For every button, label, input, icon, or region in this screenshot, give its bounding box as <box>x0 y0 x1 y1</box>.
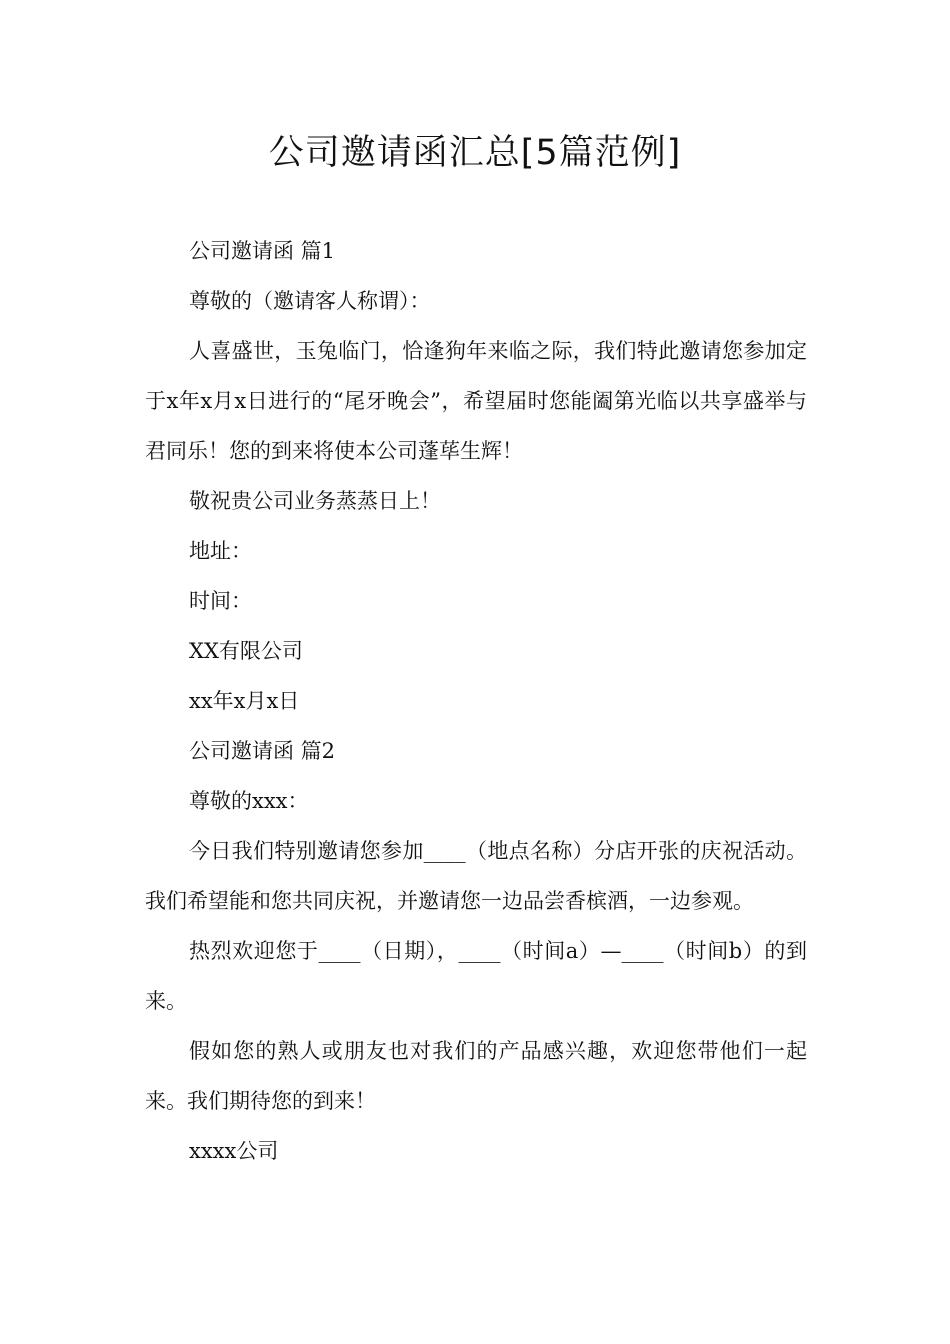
address-line: 地址： <box>189 539 252 563</box>
document-body <box>145 226 807 1176</box>
section-heading-2: 公司邀请函 篇2 <box>189 739 336 763</box>
invitation-paragraph-2: 今日我们特别邀请您参加____（地点名称）分店开张的庆祝活动。我们希望能和您共同庆祝，并邀请您一边品尝香槟酒，一边参观。 <box>145 839 807 913</box>
invitation-paragraph-1: 人喜盛世，玉兔临门，恰逢狗年来临之际，我们特此邀请您参加定于x年x月x日进行的“尾牙晚会”，希望届时您能阖第光临以共享盛举与君同乐！您的到来将使本公司蓬荜生辉！ <box>145 339 807 463</box>
time-line: 时间： <box>189 589 252 613</box>
friends-paragraph: 假如您的熟人或朋友也对我们的产品感兴趣，欢迎您带他们一起来。我们期待您的到来！ <box>145 1039 807 1113</box>
salutation-2: 尊敬的xxx： <box>189 789 309 813</box>
date-signature-1: xx年x月x日 <box>189 689 300 713</box>
company-signature-2: xxxx公司 <box>189 1139 279 1163</box>
document-title: 公司邀请函汇总[5篇范例] <box>268 133 682 173</box>
welcome-paragraph: 热烈欢迎您于____（日期），____（时间a）—____（时间b）的到来。 <box>145 939 807 1013</box>
salutation-1: 尊敬的（邀请客人称谓）： <box>189 289 431 313</box>
section-heading-1: 公司邀请函 篇1 <box>189 239 336 263</box>
company-signature-1: XX有限公司 <box>189 639 303 663</box>
wishes-line: 敬祝贵公司业务蒸蒸日上！ <box>189 489 441 513</box>
